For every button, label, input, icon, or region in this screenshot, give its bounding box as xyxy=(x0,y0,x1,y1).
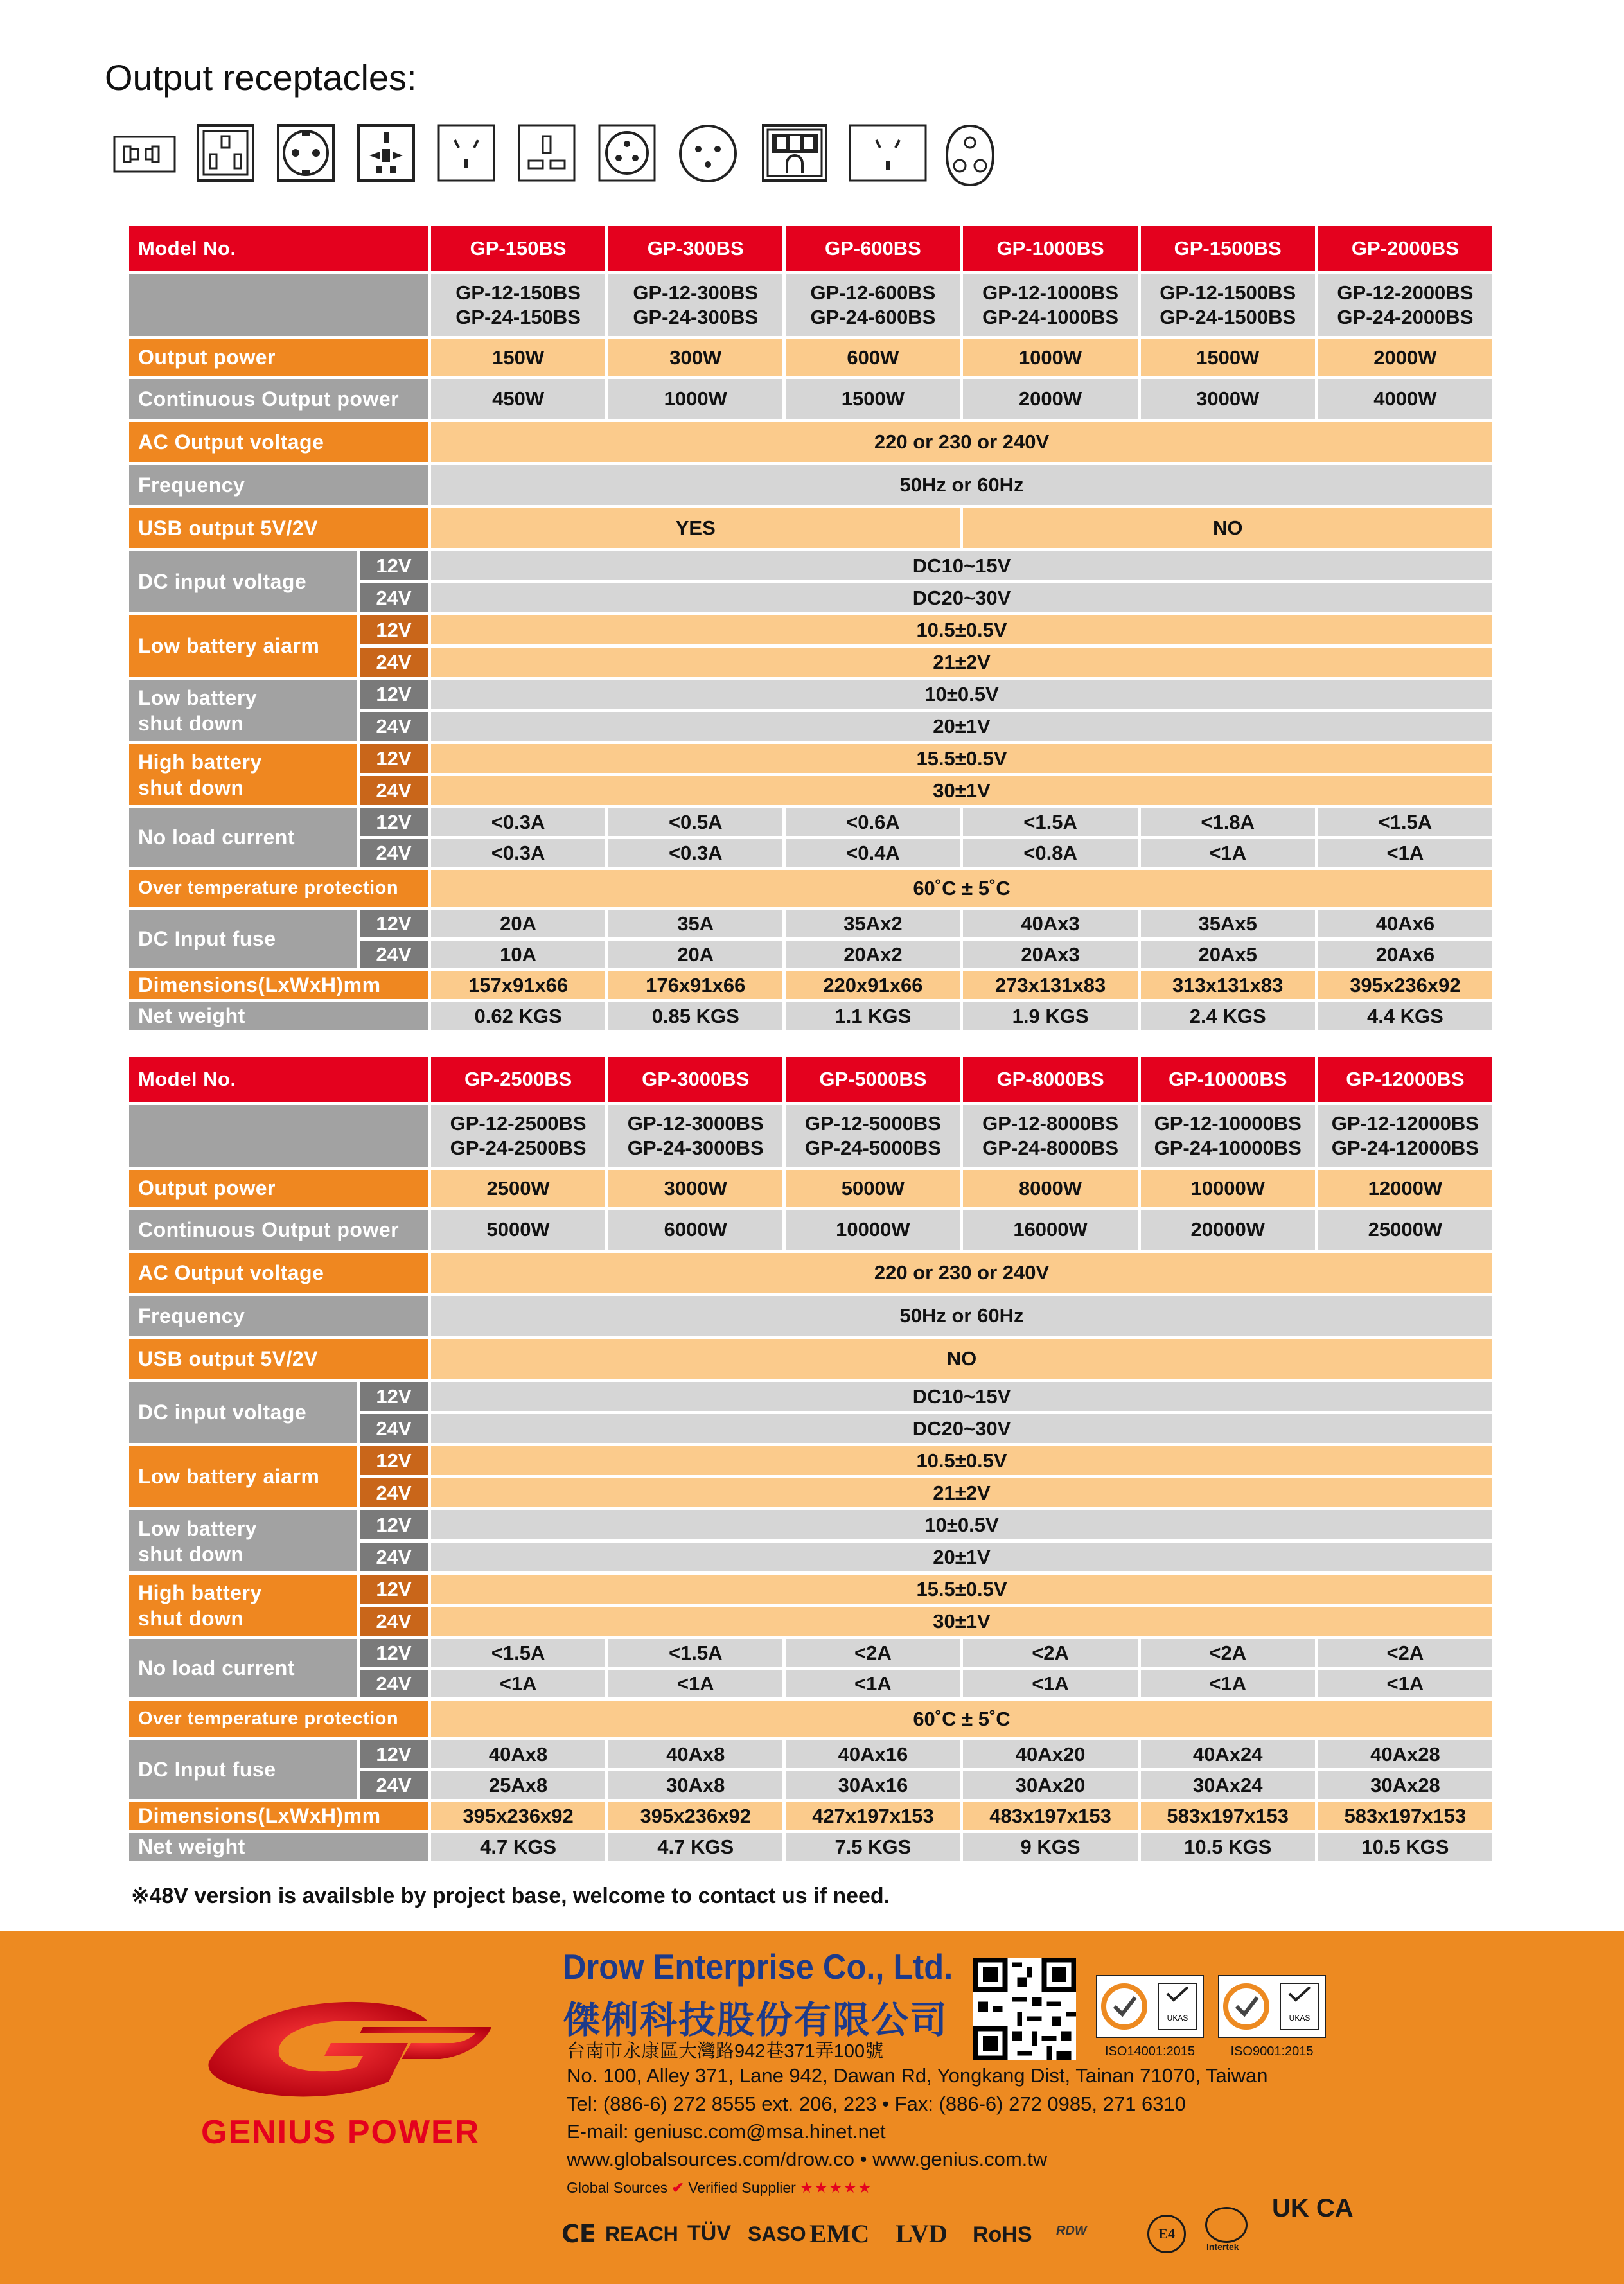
voltage-12v-label: 12V xyxy=(360,1446,428,1475)
weight-cell: 7.5 KGS xyxy=(786,1833,960,1861)
australia-outlet-icon xyxy=(437,123,496,182)
fuse-cell: 40Ax6 xyxy=(1318,910,1492,937)
model-cell: GP-3000BS xyxy=(608,1057,782,1102)
voltage-12v-label: 12V xyxy=(360,1639,428,1667)
variant-cell: GP-12-150BS GP-24-150BS xyxy=(431,274,605,336)
frequency-label: Frequency xyxy=(129,1296,428,1336)
no-load-cell: <0.3A xyxy=(608,839,782,867)
model-cell: GP-2500BS xyxy=(431,1057,605,1102)
etl-listed-mark-icon xyxy=(1205,2207,1248,2243)
low-alarm-12v-value: 10.5±0.5V xyxy=(431,1446,1492,1475)
fuse-cell: 10A xyxy=(431,941,605,968)
fuse-cell: 30Ax20 xyxy=(963,1771,1137,1799)
variant-cell: GP-12-1500BS GP-24-1500BS xyxy=(1141,274,1315,336)
no-load-cell: <1A xyxy=(1141,1670,1315,1697)
no-load-cell: <1A xyxy=(786,1670,960,1697)
usb-output-label: USB output 5V/2V xyxy=(129,1339,428,1379)
model-cell: GP-1500BS xyxy=(1141,226,1315,271)
lvd-mark: LVD xyxy=(896,2219,948,2248)
voltage-24v-label: 24V xyxy=(360,1670,428,1697)
dc-input-12v-value: DC10~15V xyxy=(431,1382,1492,1411)
iso9001-label: ISO9001:2015 xyxy=(1230,2044,1314,2058)
high-shutdown-24v-value: 30±1V xyxy=(431,776,1492,805)
dimensions-cell: 395x236x92 xyxy=(431,1802,605,1830)
address-zh: 台南市永康區大灣路942巷371弄100號 xyxy=(567,2041,884,2062)
variant-cell: GP-12-12000BS GP-24-12000BS xyxy=(1318,1105,1492,1167)
no-load-cell: <1A xyxy=(1318,1670,1492,1697)
dimensions-cell: 483x197x153 xyxy=(963,1802,1137,1830)
fuse-cell: 40Ax8 xyxy=(431,1740,605,1768)
iso14001-label: ISO14001:2015 xyxy=(1104,2044,1196,2058)
rdw-mark-icon: RDW xyxy=(1056,2224,1087,2238)
global-sources-badge: Global Sources ✔ Verified Supplier ★★★★★ xyxy=(567,2179,873,2196)
dc-input-label: DC input voltage xyxy=(129,551,357,612)
websites[interactable]: www.globalsources.com/drow.co • www.genius.com.tw xyxy=(567,2148,1048,2170)
frequency-label: Frequency xyxy=(129,465,428,505)
voltage-24v-label: 24V xyxy=(360,1607,428,1636)
iso9001-cert xyxy=(1217,1974,1327,2059)
model-cell: GP-5000BS xyxy=(786,1057,960,1102)
south-africa-outlet-icon xyxy=(517,123,576,182)
voltage-24v-label: 24V xyxy=(360,1771,428,1799)
weight-cell: 1.9 KGS xyxy=(963,1002,1137,1030)
output-power-cell: 5000W xyxy=(786,1170,960,1207)
weight-cell: 4.7 KGS xyxy=(431,1833,605,1861)
no-load-cell: <0.8A xyxy=(963,839,1137,867)
no-load-cell: <1.5A xyxy=(963,808,1137,836)
european-outlet-icon xyxy=(678,123,738,184)
variant-cell: GP-12-10000BS GP-24-10000BS xyxy=(1141,1105,1315,1167)
no-load-cell: <1.8A xyxy=(1141,808,1315,836)
dimensions-cell: 157x91x66 xyxy=(431,971,605,999)
ac-voltage-value: 220 or 230 or 240V xyxy=(431,422,1492,462)
continuous-power-cell: 3000W xyxy=(1141,379,1315,419)
voltage-24v-label: 24V xyxy=(360,583,428,612)
no-load-cell: <1.5A xyxy=(431,1639,605,1667)
french-outlet-icon xyxy=(597,123,657,182)
output-power-cell: 300W xyxy=(608,339,782,376)
no-load-cell: <2A xyxy=(1141,1639,1315,1667)
high-shutdown-24v-value: 30±1V xyxy=(431,1607,1492,1636)
genius-power-logo-icon xyxy=(196,1992,498,2111)
no-load-cell: <0.5A xyxy=(608,808,782,836)
voltage-12v-label: 12V xyxy=(360,808,428,836)
fuse-cell: 40Ax20 xyxy=(963,1740,1137,1768)
no-load-cell: <1.5A xyxy=(1318,808,1492,836)
voltage-12v-label: 12V xyxy=(360,1510,428,1539)
output-power-cell: 3000W xyxy=(608,1170,782,1207)
emc-mark: EMC xyxy=(809,2219,870,2248)
iso14001-cert xyxy=(1095,1974,1205,2059)
over-temp-label: Over temperature protection xyxy=(129,1701,428,1737)
high-shutdown-12v-value: 15.5±0.5V xyxy=(431,1575,1492,1604)
low-shutdown-12v-value: 10±0.5V xyxy=(431,1510,1492,1539)
fuse-cell: 30Ax16 xyxy=(786,1771,960,1799)
continuous-power-cell: 20000W xyxy=(1141,1210,1315,1250)
voltage-12v-label: 12V xyxy=(360,1575,428,1604)
voltage-24v-label: 24V xyxy=(360,1543,428,1571)
high-battery-shutdown-label: High battery shut down xyxy=(129,744,357,805)
no-load-cell: <1A xyxy=(963,1670,1137,1697)
weight-cell: 9 KGS xyxy=(963,1833,1137,1861)
variant-cell: GP-12-8000BS GP-24-8000BS xyxy=(963,1105,1137,1167)
output-power-cell: 150W xyxy=(431,339,605,376)
saso-mark: SASO xyxy=(748,2222,806,2245)
high-battery-shutdown-label: High battery shut down xyxy=(129,1575,357,1636)
no-load-cell: <2A xyxy=(963,1639,1137,1667)
fuse-cell: 30Ax28 xyxy=(1318,1771,1492,1799)
weight-cell: 4.7 KGS xyxy=(608,1833,782,1861)
voltage-24v-label: 24V xyxy=(360,1414,428,1443)
fuse-cell: 20A xyxy=(608,941,782,968)
voltage-24v-label: 24V xyxy=(360,839,428,867)
over-temp-value: 60˚C ± 5˚C xyxy=(431,1701,1492,1737)
voltage-12v-label: 12V xyxy=(360,551,428,580)
low-battery-alarm-label: Low battery aiarm xyxy=(129,615,357,677)
voltage-24v-label: 24V xyxy=(360,1478,428,1507)
svg-text:UKAS: UKAS xyxy=(1289,2014,1311,2023)
output-power-label: Output power xyxy=(129,339,428,376)
no-load-cell: <0.3A xyxy=(431,839,605,867)
over-temp-value: 60˚C ± 5˚C xyxy=(431,870,1492,907)
weight-cell: 0.85 KGS xyxy=(608,1002,782,1030)
fuse-cell: 20A xyxy=(431,910,605,937)
voltage-24v-label: 24V xyxy=(360,648,428,677)
no-load-cell: <2A xyxy=(1318,1639,1492,1667)
no-load-current-label: No load current xyxy=(129,1639,357,1697)
continuous-power-cell: 10000W xyxy=(786,1210,960,1250)
schuko-outlet-icon xyxy=(276,123,335,182)
dimensions-cell: 427x197x153 xyxy=(786,1802,960,1830)
weight-cell: 1.1 KGS xyxy=(786,1002,960,1030)
weight-cell: 0.62 KGS xyxy=(431,1002,605,1030)
fuse-cell: 35A xyxy=(608,910,782,937)
output-power-cell: 1000W xyxy=(963,339,1137,376)
brand-name: GENIUS POWER xyxy=(201,2114,481,2151)
model-cell: GP-300BS xyxy=(608,226,782,271)
israel-outlet-icon xyxy=(944,123,996,188)
no-load-cell: <2A xyxy=(786,1639,960,1667)
output-power-cell: 2000W xyxy=(1318,339,1492,376)
low-battery-shutdown-label: Low battery shut down xyxy=(129,1510,357,1571)
model-cell: GP-10000BS xyxy=(1141,1057,1315,1102)
voltage-24v-label: 24V xyxy=(360,776,428,805)
fuse-cell: 20Ax2 xyxy=(786,941,960,968)
model-label: Model No. xyxy=(129,226,428,271)
variant-label-blank xyxy=(129,1105,428,1167)
weight-cell: 10.5 KGS xyxy=(1141,1833,1315,1861)
spec-table-large-models xyxy=(126,1054,1496,1864)
dimensions-cell: 583x197x153 xyxy=(1318,1802,1492,1830)
us-flat-outlet-icon xyxy=(112,135,177,173)
variant-cell: GP-12-1000BS GP-24-1000BS xyxy=(963,274,1137,336)
output-power-cell: 600W xyxy=(786,339,960,376)
model-cell: GP-150BS xyxy=(431,226,605,271)
model-cell: GP-1000BS xyxy=(963,226,1137,271)
phone-fax: Tel: (886-6) 272 8555 ext. 206, 223 • Fax: (886-6) 272 0985, 271 6310 xyxy=(567,2093,1186,2115)
qr-code-icon xyxy=(973,1958,1076,2064)
net-weight-label: Net weight xyxy=(129,1833,428,1861)
voltage-12v-label: 12V xyxy=(360,1740,428,1768)
output-power-label: Output power xyxy=(129,1170,428,1207)
dimensions-cell: 273x131x83 xyxy=(963,971,1137,999)
continuous-power-label: Continuous Output power xyxy=(129,379,428,419)
fuse-cell: 20Ax6 xyxy=(1318,941,1492,968)
weight-cell: 10.5 KGS xyxy=(1318,1833,1492,1861)
dual-usa-outlet-icon xyxy=(761,123,828,182)
fuse-cell: 40Ax28 xyxy=(1318,1740,1492,1768)
no-load-cell: <1A xyxy=(608,1670,782,1697)
variant-cell: GP-12-5000BS GP-24-5000BS xyxy=(786,1105,960,1167)
output-power-cell: 2500W xyxy=(431,1170,605,1207)
ce-mark-icon: CE xyxy=(561,2220,596,2248)
continuous-power-cell: 25000W xyxy=(1318,1210,1492,1250)
continuous-power-cell: 16000W xyxy=(963,1210,1137,1250)
variant-label-blank xyxy=(129,274,428,336)
dc-input-12v-value: DC10~15V xyxy=(431,551,1492,580)
model-cell: GP-8000BS xyxy=(963,1057,1137,1102)
address-en: No. 100, Alley 371, Lane 942, Dawan Rd, Yongkang Dist, Tainan 71070, Taiwan xyxy=(567,2064,1268,2087)
reach-mark: REACH xyxy=(605,2222,678,2245)
frequency-value: 50Hz or 60Hz xyxy=(431,465,1492,505)
spec-table-small-models xyxy=(126,223,1496,1033)
voltage-24v-label: 24V xyxy=(360,712,428,741)
no-load-cell: <0.4A xyxy=(786,839,960,867)
net-weight-label: Net weight xyxy=(129,1002,428,1030)
footer-banner xyxy=(0,1931,1624,2284)
low-shutdown-12v-value: 10±0.5V xyxy=(431,680,1492,709)
usb-output-value: NO xyxy=(431,1339,1492,1379)
output-power-cell: 1500W xyxy=(1141,339,1315,376)
model-cell: GP-600BS xyxy=(786,226,960,271)
no-load-cell: <0.3A xyxy=(431,808,605,836)
no-load-cell: <1A xyxy=(431,1670,605,1697)
weight-cell: 2.4 KGS xyxy=(1141,1002,1315,1030)
fuse-cell: 40Ax3 xyxy=(963,910,1137,937)
usb-output-label: USB output 5V/2V xyxy=(129,508,428,548)
usb-output-value: YES xyxy=(431,508,960,548)
continuous-power-cell: 5000W xyxy=(431,1210,605,1250)
ac-voltage-label: AC Output voltage xyxy=(129,1253,428,1293)
receptacles-heading: Output receptacles: xyxy=(105,57,417,98)
angled-outlet-icon xyxy=(848,123,928,182)
svg-text:UKAS: UKAS xyxy=(1167,2014,1188,2023)
continuous-power-cell: 6000W xyxy=(608,1210,782,1250)
continuous-power-cell: 4000W xyxy=(1318,379,1492,419)
dc-fuse-label: DC Input fuse xyxy=(129,1740,357,1799)
sgs-ukas-cert-icon xyxy=(1217,1974,1327,2039)
model-cell: GP-2000BS xyxy=(1318,226,1492,271)
output-power-cell: 10000W xyxy=(1141,1170,1315,1207)
dc-input-24v-value: DC20~30V xyxy=(431,583,1492,612)
voltage-12v-label: 12V xyxy=(360,1382,428,1411)
usb-output-value: NO xyxy=(963,508,1492,548)
company-name-en: Drow Enterprise Co., Ltd. xyxy=(563,1947,953,1987)
dimensions-label: Dimensions(LxWxH)mm xyxy=(129,1802,428,1830)
continuous-power-label: Continuous Output power xyxy=(129,1210,428,1250)
model-cell: GP-12000BS xyxy=(1318,1057,1492,1102)
low-alarm-24v-value: 21±2V xyxy=(431,648,1492,677)
voltage-24v-label: 24V xyxy=(360,941,428,968)
rohs-mark: RoHS xyxy=(973,2222,1032,2247)
high-shutdown-12v-value: 15.5±0.5V xyxy=(431,744,1492,773)
low-alarm-24v-value: 21±2V xyxy=(431,1478,1492,1507)
dimensions-cell: 395x236x92 xyxy=(1318,971,1492,999)
variant-cell: GP-12-3000BS GP-24-3000BS xyxy=(608,1105,782,1167)
universal-outlet-icon xyxy=(357,123,416,182)
no-load-current-label: No load current xyxy=(129,808,357,867)
fuse-cell: 20Ax3 xyxy=(963,941,1137,968)
fuse-cell: 40Ax16 xyxy=(786,1740,960,1768)
model-label: Model No. xyxy=(129,1057,428,1102)
low-shutdown-24v-value: 20±1V xyxy=(431,1543,1492,1571)
voltage-12v-label: 12V xyxy=(360,680,428,709)
voltage-12v-label: 12V xyxy=(360,744,428,773)
dimensions-cell: 583x197x153 xyxy=(1141,1802,1315,1830)
dc-input-24v-value: DC20~30V xyxy=(431,1414,1492,1443)
verified-check-icon: ✔ xyxy=(671,2179,684,2196)
over-temp-label: Over temperature protection xyxy=(129,870,428,907)
fuse-cell: 30Ax24 xyxy=(1141,1771,1315,1799)
fuse-cell: 35Ax5 xyxy=(1141,910,1315,937)
ac-voltage-label: AC Output voltage xyxy=(129,422,428,462)
fuse-cell: 40Ax24 xyxy=(1141,1740,1315,1768)
no-load-cell: <1A xyxy=(1141,839,1315,867)
output-power-cell: 12000W xyxy=(1318,1170,1492,1207)
low-alarm-12v-value: 10.5±0.5V xyxy=(431,615,1492,644)
continuous-power-cell: 450W xyxy=(431,379,605,419)
dimensions-label: Dimensions(LxWxH)mm xyxy=(129,971,428,999)
dimensions-cell: 395x236x92 xyxy=(608,1802,782,1830)
fuse-cell: 35Ax2 xyxy=(786,910,960,937)
voltage-12v-label: 12V xyxy=(360,910,428,937)
no-load-cell: <1A xyxy=(1318,839,1492,867)
company-name-zh: 傑俐科技股份有限公司 xyxy=(563,1998,949,2042)
no-load-cell: <0.6A xyxy=(786,808,960,836)
continuous-power-cell: 1000W xyxy=(608,379,782,419)
variant-cell: GP-12-2500BS GP-24-2500BS xyxy=(431,1105,605,1167)
dimensions-cell: 176x91x66 xyxy=(608,971,782,999)
output-power-cell: 8000W xyxy=(963,1170,1137,1207)
dimensions-cell: 220x91x66 xyxy=(786,971,960,999)
variant-cell: GP-12-2000BS GP-24-2000BS xyxy=(1318,274,1492,336)
dc-input-label: DC input voltage xyxy=(129,1382,357,1443)
variant-cell: GP-12-300BS GP-24-300BS xyxy=(608,274,782,336)
variant-cell: GP-12-600BS GP-24-600BS xyxy=(786,274,960,336)
e4-mark-icon: E4 xyxy=(1147,2215,1186,2253)
voltage-12v-label: 12V xyxy=(360,615,428,644)
low-battery-alarm-label: Low battery aiarm xyxy=(129,1446,357,1507)
no-load-cell: <1.5A xyxy=(608,1639,782,1667)
fuse-cell: 30Ax8 xyxy=(608,1771,782,1799)
continuous-power-cell: 2000W xyxy=(963,379,1137,419)
footnote-48v: ※48V version is availsble by project base, welcome to contact us if need. xyxy=(131,1884,890,1908)
fuse-cell: 40Ax8 xyxy=(608,1740,782,1768)
sgs-ukas-cert-icon xyxy=(1095,1974,1205,2039)
fuse-cell: 25Ax8 xyxy=(431,1771,605,1799)
frequency-value: 50Hz or 60Hz xyxy=(431,1296,1492,1336)
dimensions-cell: 313x131x83 xyxy=(1141,971,1315,999)
uk-outlet-icon xyxy=(196,123,255,182)
ukca-mark: UK CA xyxy=(1272,2194,1354,2222)
low-battery-shutdown-label: Low battery shut down xyxy=(129,680,357,741)
continuous-power-cell: 1500W xyxy=(786,379,960,419)
low-shutdown-24v-value: 20±1V xyxy=(431,712,1492,741)
ac-voltage-value: 220 or 230 or 240V xyxy=(431,1253,1492,1293)
tuv-mark: TÜV xyxy=(687,2221,731,2245)
intertek-label: Intertek xyxy=(1206,2242,1239,2252)
email[interactable]: E-mail: geniusc.com@msa.hinet.net xyxy=(567,2120,886,2143)
fuse-cell: 20Ax5 xyxy=(1141,941,1315,968)
dc-fuse-label: DC Input fuse xyxy=(129,910,357,968)
weight-cell: 4.4 KGS xyxy=(1318,1002,1492,1030)
